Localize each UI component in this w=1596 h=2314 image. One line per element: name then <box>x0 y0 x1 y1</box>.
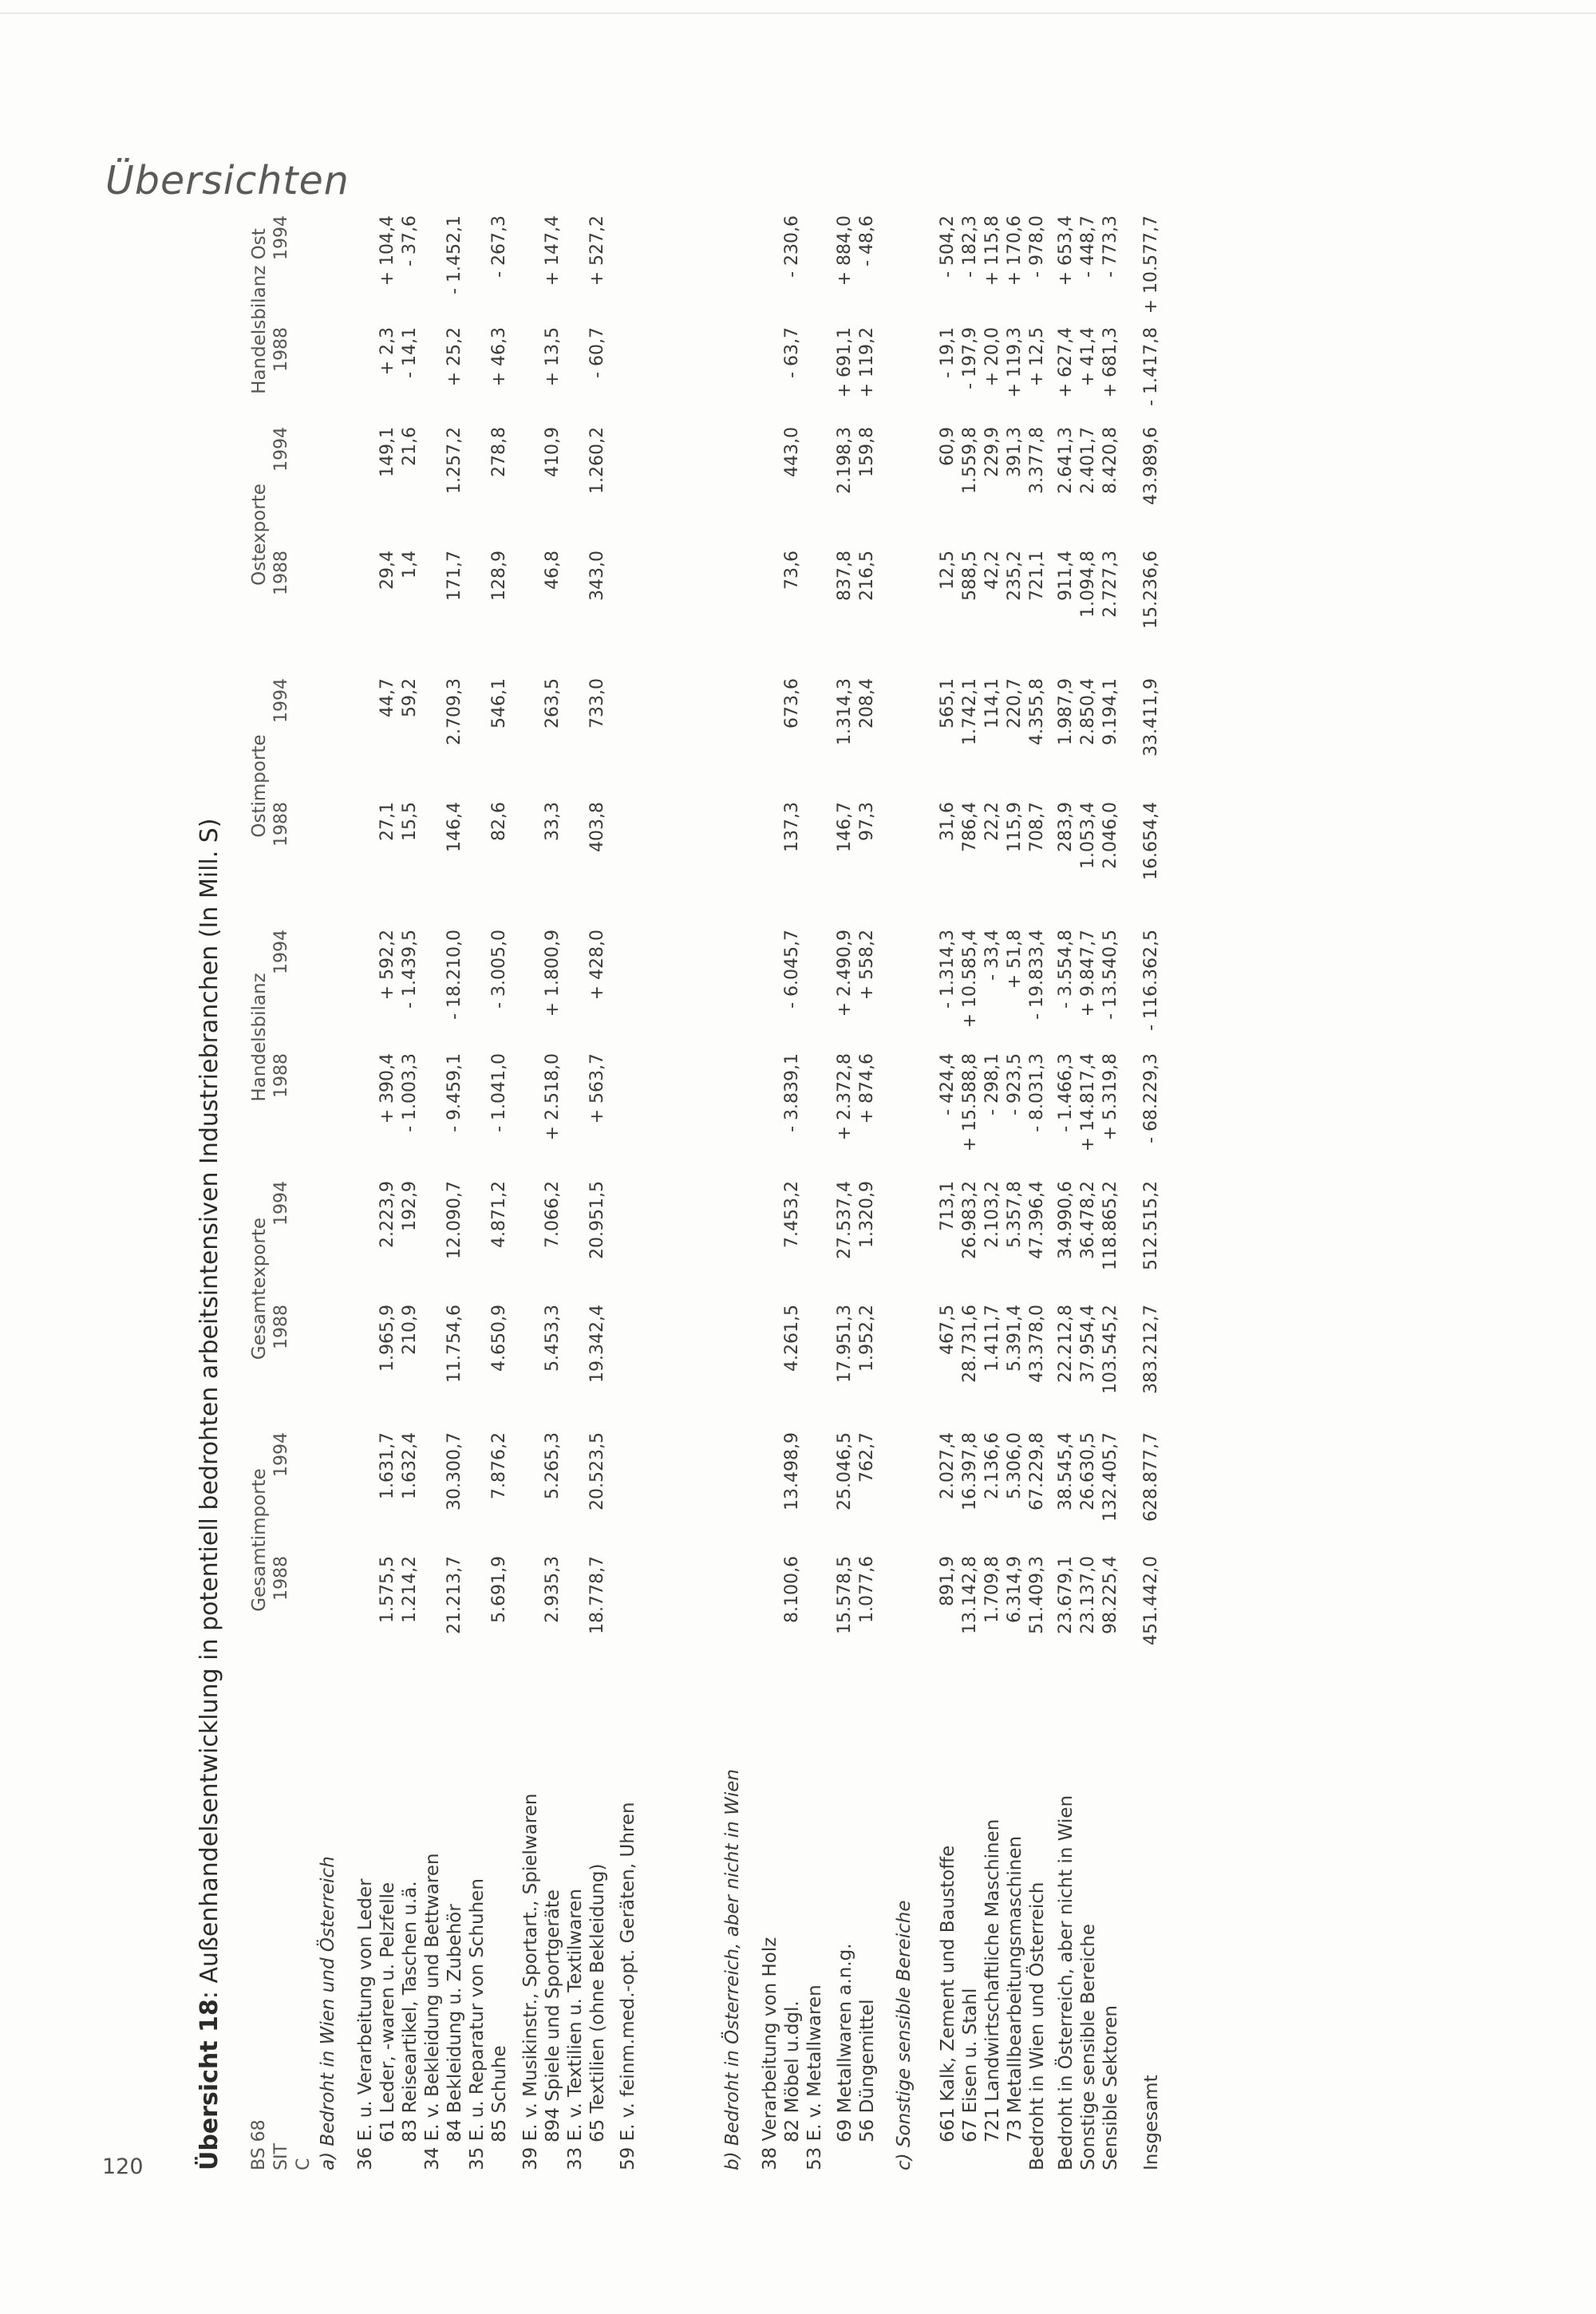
cell-value: 343,0 <box>587 551 607 601</box>
cell-value: - 48,6 <box>857 215 877 267</box>
cell-value: - 1.003,3 <box>400 1053 420 1132</box>
cell-value: + 527,2 <box>587 215 607 286</box>
cell-value: 7.453,2 <box>782 1181 802 1248</box>
row-label: Bedroht in Österreich, aber nicht in Wien <box>1056 1795 1077 2170</box>
cell-value: 60,9 <box>938 427 958 466</box>
cell-value: 33.411,9 <box>1141 678 1161 756</box>
cell-value: 2.223,9 <box>377 1181 397 1248</box>
cell-value: 512.515,2 <box>1141 1181 1161 1270</box>
cell-value: - 504,2 <box>938 215 958 278</box>
table-title <box>196 818 223 2170</box>
header-code-c: C <box>294 2158 314 2170</box>
cell-value: 4.871,2 <box>489 1181 509 1248</box>
table-row <box>1005 207 1027 2170</box>
year-hb-1988: 1988 <box>271 1053 291 1098</box>
cell-value: 673,6 <box>782 678 802 729</box>
cell-value: - 978,0 <box>1027 215 1047 278</box>
cell-value: 97,3 <box>857 802 877 841</box>
cell-value: 82,6 <box>489 802 509 841</box>
cell-value: - 230,6 <box>782 215 802 278</box>
cell-value: 263,5 <box>543 678 563 729</box>
cell-value: - 1.314,3 <box>938 930 958 1009</box>
row-label: 36 E. u. Verarbeitung von Leder <box>355 1878 376 2170</box>
cell-value: 34.990,6 <box>1056 1181 1076 1259</box>
cell-value: 42,2 <box>982 551 1002 590</box>
cell-value: 1.094,8 <box>1078 551 1098 618</box>
cell-value: 383.212,7 <box>1141 1305 1161 1394</box>
cell-value: 12,5 <box>938 551 958 590</box>
cell-value: - 68.229,3 <box>1141 1053 1161 1143</box>
row-label: 894 Spiele und Sportgeräte <box>543 1889 563 2142</box>
cell-value: 1.632,4 <box>400 1432 420 1499</box>
cell-value: + 14.817,4 <box>1078 1053 1098 1152</box>
cell-value: 5.453,3 <box>543 1305 563 1372</box>
cell-value: 565,1 <box>938 678 958 729</box>
cell-value: 13.142,8 <box>960 1556 980 1634</box>
cell-value: 733,0 <box>587 678 607 729</box>
cell-value: 13.498,9 <box>782 1432 802 1510</box>
table-title-prefix: Übersicht 18 <box>196 1999 223 2170</box>
cell-value: - 773,3 <box>1100 215 1120 278</box>
cell-value: + 2.372,8 <box>835 1053 855 1141</box>
row-label: Sonstige sensible Bereiche <box>1078 1923 1099 2170</box>
cell-value: 2.709,3 <box>444 678 464 745</box>
cell-value: 210,9 <box>400 1305 420 1355</box>
row-label: 39 E. v. Musikinstr., Sportart., Spielwaren <box>520 1793 541 2170</box>
cell-value: 2.198,3 <box>835 427 855 494</box>
cell-value: + 2,3 <box>377 327 397 376</box>
cell-value: 25.046,5 <box>835 1432 855 1510</box>
cell-value: + 874,6 <box>857 1053 877 1124</box>
row-label: 59 E. v. feinm.med.-opt. Geräten, Uhren <box>618 1802 638 2170</box>
cell-value: 103.545,2 <box>1100 1305 1120 1394</box>
cell-value: 1.952,2 <box>857 1305 877 1372</box>
cell-value: 2.103,2 <box>982 1181 1002 1248</box>
table-row <box>377 207 400 2170</box>
cell-value: 59,2 <box>400 678 420 717</box>
cell-value: 4.261,5 <box>782 1305 802 1372</box>
cell-value: 23.137,0 <box>1078 1556 1098 1634</box>
cell-value: - 1.417,8 <box>1141 327 1161 406</box>
cell-value: 30.300,7 <box>444 1432 464 1510</box>
cell-value: 443,0 <box>782 427 802 477</box>
cell-value: + 104,4 <box>377 215 397 286</box>
cell-value: 17.951,3 <box>835 1305 855 1383</box>
cell-value: 47.396,4 <box>1027 1181 1047 1259</box>
cell-value: - 267,3 <box>489 215 509 278</box>
cell-value: - 19,1 <box>938 327 958 378</box>
cell-value: 467,5 <box>938 1305 958 1355</box>
cell-value: 1.987,9 <box>1056 678 1076 745</box>
cell-value: 28.731,6 <box>960 1305 980 1383</box>
cell-value: 192,9 <box>400 1181 420 1231</box>
cell-value: + 9.847,7 <box>1078 930 1098 1017</box>
cell-value: + 563,7 <box>587 1053 607 1124</box>
cell-value: 33,3 <box>543 802 563 841</box>
row-label: 721 Landwirtschaftliche Maschinen <box>982 1818 1003 2142</box>
rotated-table <box>160 207 1516 2170</box>
cell-value: 51.409,3 <box>1027 1556 1047 1634</box>
cell-value: 546,1 <box>489 678 509 729</box>
cell-value: + 2.490,9 <box>835 930 855 1017</box>
table-row <box>982 207 1005 2170</box>
row-label: 661 Kalk, Zement und Baustoffe <box>938 1845 958 2142</box>
cell-value: 15,5 <box>400 802 420 841</box>
cell-value: 43.378,0 <box>1027 1305 1047 1383</box>
row-label: 65 Textilien (ohne Bekleidung) <box>587 1863 608 2142</box>
row-label: 73 Metallbearbeitungsmaschinen <box>1005 1835 1025 2142</box>
cell-value: 1.742,1 <box>960 678 980 745</box>
year-oe-1994: 1994 <box>271 427 291 472</box>
cell-value: - 1.439,5 <box>400 930 420 1009</box>
cell-value: 786,4 <box>960 802 980 852</box>
table-row <box>543 207 565 2170</box>
cell-value: 44,7 <box>377 678 397 717</box>
cell-value: + 884,0 <box>835 215 855 286</box>
cell-value: - 182,3 <box>960 215 980 278</box>
table-row <box>1027 207 1049 2170</box>
cell-value: - 60,7 <box>587 327 607 378</box>
cell-value: 1.053,4 <box>1078 802 1098 869</box>
cell-value: - 63,7 <box>782 327 802 378</box>
cell-value: 5.306,0 <box>1005 1432 1025 1499</box>
header-code-bs68: BS 68 <box>249 2119 269 2170</box>
cell-value: - 923,5 <box>1005 1053 1025 1116</box>
row-label: Sensible Sektoren <box>1100 2005 1121 2170</box>
year-ge-1988: 1988 <box>271 1305 291 1349</box>
year-gi-1994: 1994 <box>271 1432 291 1477</box>
table-row <box>467 207 489 2170</box>
table-row <box>618 207 640 2170</box>
cell-value: 2.727,3 <box>1100 551 1120 618</box>
page-number: 120 <box>102 2154 144 2179</box>
cell-value: 4.355,8 <box>1027 678 1047 745</box>
cell-value: 29,4 <box>377 551 397 590</box>
table-row <box>938 207 960 2170</box>
cell-value: 7.876,2 <box>489 1432 509 1499</box>
cell-value: - 1.041,0 <box>489 1053 509 1132</box>
cell-value: 12.090,7 <box>444 1181 464 1259</box>
cell-value: - 3.839,1 <box>782 1053 802 1132</box>
cell-value: 1.411,7 <box>982 1305 1002 1372</box>
table-row <box>444 207 467 2170</box>
year-hbo-1994: 1994 <box>271 215 291 260</box>
cell-value: 43.989,6 <box>1141 427 1161 505</box>
cell-value: - 18.210,0 <box>444 930 464 1020</box>
year-ge-1994: 1994 <box>271 1181 291 1226</box>
table-row <box>960 207 982 2170</box>
cell-value: 67.229,8 <box>1027 1432 1047 1510</box>
cell-value: 3.377,8 <box>1027 427 1047 494</box>
table-title-text: : Außenhandelsentwicklung in potentiell bedrohten arbeitsintensiven Industriebranchen (In Mill. S) <box>196 818 223 2000</box>
table-row <box>804 207 827 2170</box>
year-oi-1988: 1988 <box>271 802 291 847</box>
group-gesamtimporte: Gesamtimporte <box>249 1468 270 1612</box>
group-handelsbilanz: Handelsbilanz <box>249 973 270 1102</box>
cell-value: - 116.362,5 <box>1141 930 1161 1031</box>
cell-value: 2.136,6 <box>982 1432 1002 1499</box>
group-ostexporte: Ostexporte <box>249 484 270 586</box>
cell-value: 391,3 <box>1005 427 1025 477</box>
cell-value: 1.257,2 <box>444 427 464 494</box>
table-row <box>1078 207 1100 2170</box>
row-label: 56 Düngemittel <box>857 1999 878 2142</box>
cell-value: 8.100,6 <box>782 1556 802 1623</box>
row-label: 82 Möbel u.dgl. <box>782 2000 803 2142</box>
cell-value: - 1.452,1 <box>444 215 464 294</box>
table-row <box>835 207 857 2170</box>
cell-value: 837,8 <box>835 551 855 601</box>
cell-value: 708,7 <box>1027 802 1047 852</box>
cell-value: 6.314,9 <box>1005 1556 1025 1623</box>
row-label: 67 Eisen u. Stahl <box>960 1988 981 2142</box>
cell-value: 8.420,8 <box>1100 427 1120 494</box>
cell-value: 721,1 <box>1027 551 1047 601</box>
cell-value: - 197,9 <box>960 327 980 389</box>
cell-value: 216,5 <box>857 551 877 601</box>
cell-value: + 1.800,9 <box>543 930 563 1017</box>
cell-value: 1.214,2 <box>400 1556 420 1623</box>
cell-value: 1,4 <box>400 551 420 578</box>
cell-value: 1.077,6 <box>857 1556 877 1623</box>
cell-value: 146,7 <box>835 802 855 852</box>
cell-value: 27,1 <box>377 802 397 841</box>
cell-value: 31,6 <box>938 802 958 841</box>
year-oe-1988: 1988 <box>271 551 291 595</box>
cell-value: + 119,3 <box>1005 327 1025 398</box>
cell-value: 1.320,9 <box>857 1181 877 1248</box>
table-row <box>857 207 879 2170</box>
row-label: 85 Schuhe <box>489 2045 510 2142</box>
cell-value: 73,6 <box>782 551 802 590</box>
cell-value: 229,9 <box>982 427 1002 477</box>
cell-value: + 592,2 <box>377 930 397 1001</box>
cell-value: 410,9 <box>543 427 563 477</box>
year-hbo-1988: 1988 <box>271 327 291 372</box>
cell-value: 38.545,4 <box>1056 1432 1076 1510</box>
table-row <box>565 207 587 2170</box>
year-oi-1994: 1994 <box>271 678 291 723</box>
cell-value: 137,3 <box>782 802 802 852</box>
cell-value: 26.983,2 <box>960 1181 980 1259</box>
cell-value: 36.478,2 <box>1078 1181 1098 1259</box>
cell-value: 4.650,9 <box>489 1305 509 1372</box>
row-label: Insgesamt <box>1141 2075 1162 2170</box>
cell-value: 171,7 <box>444 551 464 601</box>
row-label: 53 E. v. Metallwaren <box>804 1984 825 2170</box>
cell-value: 20.523,5 <box>587 1432 607 1510</box>
cell-value: 128,9 <box>489 551 509 601</box>
section-a: a) Bedroht in Wien und Österreich <box>318 1856 338 2170</box>
cell-value: + 558,2 <box>857 930 877 1001</box>
cell-value: - 8.031,3 <box>1027 1053 1047 1132</box>
cell-value: 208,4 <box>857 678 877 729</box>
cell-value: 5.357,8 <box>1005 1181 1025 1248</box>
header-code-sit: SIT <box>271 2143 291 2170</box>
cell-value: 7.066,2 <box>543 1181 563 1248</box>
cell-value: + 25,2 <box>444 327 464 387</box>
cell-value: 27.537,4 <box>835 1181 855 1259</box>
cell-value: 114,1 <box>982 678 1002 729</box>
cell-value: + 5.319,8 <box>1100 1053 1120 1141</box>
cell-value: 5.265,3 <box>543 1432 563 1499</box>
cell-value: 220,7 <box>1005 678 1025 729</box>
cell-value: 16.654,4 <box>1141 802 1161 880</box>
cell-value: 628.877,7 <box>1141 1432 1161 1522</box>
cell-value: - 3.554,8 <box>1056 930 1076 1009</box>
cell-value: + 51,8 <box>1005 930 1025 989</box>
cell-value: - 37,6 <box>400 215 420 267</box>
cell-value: 1.631,7 <box>377 1432 397 1499</box>
table-row <box>422 207 444 2170</box>
cell-value: - 298,1 <box>982 1053 1002 1116</box>
cell-value: 149,1 <box>377 427 397 477</box>
top-rule <box>0 13 1596 14</box>
cell-value: - 3.005,0 <box>489 930 509 1009</box>
cell-value: 1.260,2 <box>587 427 607 494</box>
cell-value: 762,7 <box>857 1432 877 1483</box>
cell-value: 891,9 <box>938 1556 958 1606</box>
cell-value: 1.965,9 <box>377 1305 397 1372</box>
section-c: c) Sonstige sensible Bereiche <box>894 1900 915 2170</box>
row-label: 83 Reiseartikel, Taschen u.ä. <box>400 1881 421 2142</box>
cell-value: 23.679,1 <box>1056 1556 1076 1634</box>
row-label: 38 Verarbeitung von Holz <box>760 1937 780 2170</box>
cell-value: - 6.045,7 <box>782 930 802 1009</box>
row-label: Bedroht in Wien und Österreich <box>1027 1882 1048 2170</box>
cell-value: - 424,4 <box>938 1053 958 1116</box>
cell-value: 18.778,7 <box>587 1556 607 1634</box>
cell-value: + 170,6 <box>1005 215 1025 286</box>
cell-value: 21.213,7 <box>444 1556 464 1634</box>
table-row <box>587 207 610 2170</box>
cell-value: + 691,1 <box>835 327 855 398</box>
cell-value: 588,5 <box>960 551 980 601</box>
cell-value: 26.630,5 <box>1078 1432 1098 1510</box>
cell-value: + 681,3 <box>1100 327 1120 398</box>
cell-value: 278,8 <box>489 427 509 477</box>
cell-value: 118.865,2 <box>1100 1181 1120 1270</box>
table-row <box>355 207 377 2170</box>
cell-value: 146,4 <box>444 802 464 852</box>
cell-value: 19.342,4 <box>587 1305 607 1383</box>
row-label: 33 E. v. Textilien u. Textilwaren <box>565 1889 586 2170</box>
cell-value: 15.236,6 <box>1141 551 1161 629</box>
cell-value: + 12,5 <box>1027 327 1047 387</box>
section-title: Übersichten <box>105 158 350 203</box>
cell-value: 2.027,4 <box>938 1432 958 1499</box>
table-row <box>1056 207 1078 2170</box>
cell-value: + 20,0 <box>982 327 1002 387</box>
cell-value: + 653,4 <box>1056 215 1076 286</box>
cell-value: 159,8 <box>857 427 877 477</box>
cell-value: 15.578,5 <box>835 1556 855 1634</box>
cell-value: 1.709,8 <box>982 1556 1002 1623</box>
cell-value: 2.401,7 <box>1078 427 1098 494</box>
cell-value: 11.754,6 <box>444 1305 464 1383</box>
cell-value: 1.314,3 <box>835 678 855 745</box>
cell-value: + 115,8 <box>982 215 1002 286</box>
group-handelsbilanz-ost: Handelsbilanz Ost <box>249 228 270 394</box>
cell-value: + 119,2 <box>857 327 877 398</box>
cell-value: 5.691,9 <box>489 1556 509 1623</box>
cell-value: 235,2 <box>1005 551 1025 601</box>
cell-value: 98.225,4 <box>1100 1556 1120 1634</box>
cell-value: 20.951,5 <box>587 1181 607 1259</box>
table-row <box>760 207 782 2170</box>
cell-value: 46,8 <box>543 551 563 590</box>
cell-value: 22,2 <box>982 802 1002 841</box>
cell-value: - 13.540,5 <box>1100 930 1120 1020</box>
cell-value: - 448,7 <box>1078 215 1098 278</box>
section-b: b) Bedroht in Österreich, aber nicht in Wien <box>722 1769 743 2170</box>
cell-value: 2.935,3 <box>543 1556 563 1623</box>
cell-value: - 33,4 <box>982 930 1002 981</box>
cell-value: 37.954,4 <box>1078 1305 1098 1383</box>
row-label: 69 Metallwaren a.n.g. <box>835 1943 855 2142</box>
table-row <box>1100 207 1123 2170</box>
cell-value: 16.397,8 <box>960 1432 980 1510</box>
cell-value: - 9.459,1 <box>444 1053 464 1132</box>
cell-value: 403,8 <box>587 802 607 852</box>
cell-value: 451.442,0 <box>1141 1556 1161 1645</box>
cell-value: - 19.833,4 <box>1027 930 1047 1020</box>
cell-value: 2.850,4 <box>1078 678 1098 745</box>
cell-value: + 2.518,0 <box>543 1053 563 1141</box>
row-label: 34 E. v. Bekleidung und Bettwaren <box>422 1853 443 2170</box>
cell-value: + 428,0 <box>587 930 607 1001</box>
cell-value: + 13,5 <box>543 327 563 387</box>
cell-value: + 46,3 <box>489 327 509 387</box>
group-ostimporte: Ostimporte <box>249 734 270 838</box>
cell-value: + 10.577,7 <box>1141 215 1161 314</box>
table-row <box>1141 207 1163 2170</box>
cell-value: - 1.466,3 <box>1056 1053 1076 1132</box>
year-gi-1988: 1988 <box>271 1556 291 1601</box>
year-hb-1994: 1994 <box>271 930 291 974</box>
cell-value: + 10.585,4 <box>960 930 980 1029</box>
row-label: 61 Leder, -waren u. Pelzfelle <box>377 1882 398 2142</box>
cell-value: + 41,4 <box>1078 327 1098 387</box>
table-row <box>520 207 543 2170</box>
cell-value: 2.046,0 <box>1100 802 1120 869</box>
cell-value: + 147,4 <box>543 215 563 286</box>
cell-value: 1.575,5 <box>377 1556 397 1623</box>
cell-value: 2.641,3 <box>1056 427 1076 494</box>
table-row <box>400 207 422 2170</box>
cell-value: 9.194,1 <box>1100 678 1120 745</box>
table-row <box>489 207 512 2170</box>
cell-value: 713,1 <box>938 1181 958 1231</box>
cell-value: 132.405,7 <box>1100 1432 1120 1522</box>
table-row <box>782 207 804 2170</box>
cell-value: 115,9 <box>1005 802 1025 852</box>
cell-value: 283,9 <box>1056 802 1076 852</box>
row-label: 35 E. u. Reparatur von Schuhen <box>467 1878 488 2170</box>
cell-value: - 14,1 <box>400 327 420 378</box>
row-label: 84 Bekleidung u. Zubehör <box>444 1904 465 2142</box>
group-gesamtexporte: Gesamtexporte <box>249 1217 270 1360</box>
cell-value: 5.391,4 <box>1005 1305 1025 1372</box>
cell-value: 21,6 <box>400 427 420 466</box>
cell-value: + 390,4 <box>377 1053 397 1124</box>
cell-value: + 627,4 <box>1056 327 1076 398</box>
cell-value: 22.212,8 <box>1056 1305 1076 1383</box>
cell-value: 1.559,8 <box>960 427 980 494</box>
cell-value: 911,4 <box>1056 551 1076 601</box>
cell-value: + 15.588,8 <box>960 1053 980 1152</box>
